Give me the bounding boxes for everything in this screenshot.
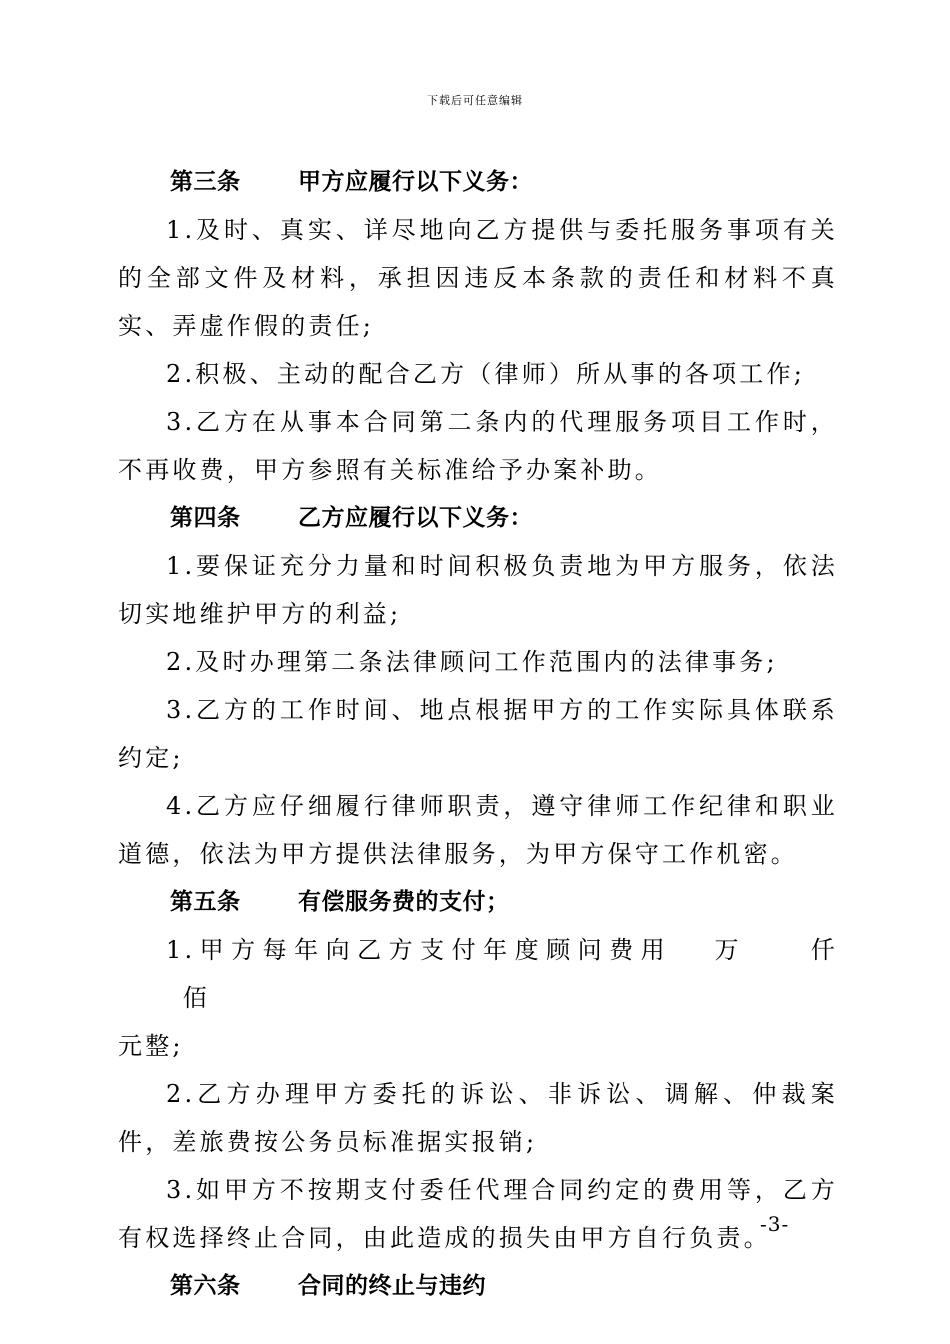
fee-suffix: 元整;	[118, 1032, 184, 1060]
article-5-number: 第五条	[170, 889, 241, 915]
article-6-title: 合同的终止与违约	[298, 1273, 486, 1299]
article-3-number: 第三条	[170, 169, 241, 195]
fee-unit-bai: 佰	[182, 984, 210, 1012]
article-3-item-1: 1.及时、真实、详尽地向乙方提供与委托服务事项有关的全部文件及材料，承担因违反本条款的责任和材料不真实、弄虚作假的责任;	[118, 216, 838, 340]
article-4-heading	[118, 494, 838, 542]
article-5-heading	[118, 878, 838, 926]
fee-unit-qian: 仟	[810, 936, 838, 964]
article-4-item-3: 3.乙方的工作时间、地点根据甲方的工作实际具体联系约定;	[118, 696, 838, 772]
page-number: -3-	[760, 1212, 790, 1236]
fee-prefix: 1.甲方每年向乙方支付年度顾问费用	[166, 936, 673, 964]
article-4-number: 第四条	[170, 505, 241, 531]
article-4-item-1: 1.要保证充分力量和时间积极负责地为甲方服务，依法切实地维护甲方的利益;	[118, 552, 838, 628]
article-5-fee-item	[118, 926, 838, 1070]
article-4-title: 乙方应履行以下义务：	[298, 505, 533, 531]
page-header: 下载后可任意编辑	[427, 94, 523, 107]
article-4-item-4: 4.乙方应仔细履行律师职责，遵守律师工作纪律和职业道德，依法为甲方提供法律服务，为甲方保守工作机密。	[118, 792, 838, 868]
article-3-heading	[118, 158, 838, 206]
article-3-item-3: 3.乙方在从事本合同第二条内的代理服务项目工作时，不再收费，甲方参照有关标准给予办案补助。	[118, 408, 838, 484]
fee-unit-wan: 万	[710, 936, 746, 964]
article-5-title: 有偿服务费的支付；	[298, 889, 510, 915]
article-5-item-2: 2.乙方办理甲方委托的诉讼、非诉讼、调解、仲裁案件，差旅费按公务员标准据实报销;	[118, 1080, 838, 1156]
article-4-item-2: 2.及时办理第二条法律顾问工作范围内的法律事务;	[166, 648, 778, 676]
document-body	[118, 158, 838, 1310]
article-6-number: 第六条	[170, 1273, 241, 1299]
article-3-title: 甲方应履行以下义务：	[298, 169, 533, 195]
article-3-item-2: 2.积极、主动的配合乙方（律师）所从事的各项工作;	[166, 360, 805, 388]
article-6-heading	[118, 1262, 838, 1310]
article-5-item-3: 3.如甲方不按期支付委任代理合同约定的费用等，乙方有权选择终止合同，由此造成的损失由甲方自行负责。	[118, 1176, 838, 1252]
